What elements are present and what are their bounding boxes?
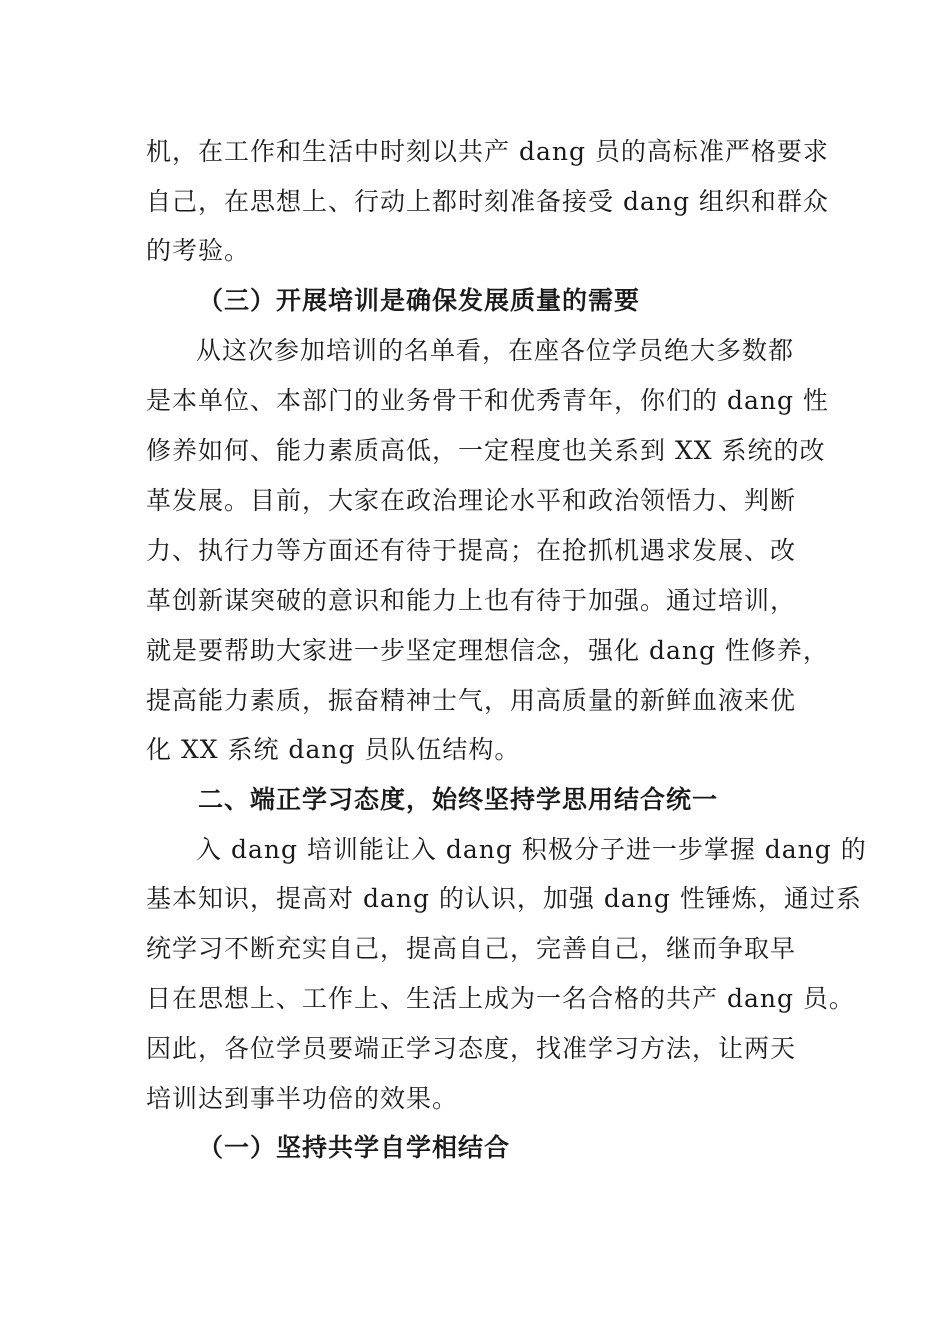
section-heading-3: （三）开展培训是确保发展质量的需要 xyxy=(198,286,641,315)
paragraph-1-line-3: 的考验。 xyxy=(146,236,251,265)
section-heading-2: 二、端正学习态度，始终坚持学思用结合统一 xyxy=(198,785,719,814)
section-heading-1: （一）坚持共学自学相结合 xyxy=(198,1133,511,1162)
paragraph-3-line-4: 日在思想上、工作上、生活上成为一名合格的共产 dang 员。 xyxy=(146,984,855,1013)
paragraph-3-line-6: 培训达到事半功倍的效果。 xyxy=(146,1084,459,1113)
paragraph-2-line-6: 革创新谋突破的意识和能力上也有待于加强。通过培训， xyxy=(146,586,797,615)
paragraph-3-line-5: 因此，各位学员要端正学习态度，找准学习方法，让两天 xyxy=(146,1034,797,1063)
paragraph-2-line-1: 从这次参加培训的名单看，在座各位学员绝大多数都 xyxy=(196,336,795,365)
paragraph-2-line-7: 就是要帮助大家进一步坚定理想信念，强化 dang 性修养， xyxy=(146,636,829,665)
paragraph-3-line-3: 统学习不断充实自己，提高自己，完善自己，继而争取早 xyxy=(146,934,797,963)
paragraph-3-line-2: 基本知识，提高对 dang 的认识，加强 dang 性锤炼，通过系 xyxy=(146,884,862,913)
paragraph-1-line-1: 机，在工作和生活中时刻以共产 dang 员的高标准严格要求 xyxy=(146,137,829,166)
paragraph-3-line-1: 入 dang 培训能让入 dang 积极分子进一步掌握 dang 的 xyxy=(196,835,867,864)
paragraph-2-line-9: 化 XX 系统 dang 员队伍结构。 xyxy=(146,735,521,764)
paragraph-2-line-8: 提高能力素质，振奋精神士气，用高质量的新鲜血液来优 xyxy=(146,686,797,715)
paragraph-1-line-2: 自己，在思想上、行动上都时刻准备接受 dang 组织和群众 xyxy=(146,187,829,216)
paragraph-2-line-5: 力、执行力等方面还有待于提高；在抢抓机遇求发展、改 xyxy=(146,536,797,565)
paragraph-2-line-2: 是本单位、本部门的业务骨干和优秀青年，你们的 dang 性 xyxy=(146,386,829,415)
paragraph-2-line-4: 革发展。目前，大家在政治理论水平和政治领悟力、判断 xyxy=(146,486,797,515)
paragraph-2-line-3: 修养如何、能力素质高低，一定程度也关系到 XX 系统的改 xyxy=(146,436,826,465)
